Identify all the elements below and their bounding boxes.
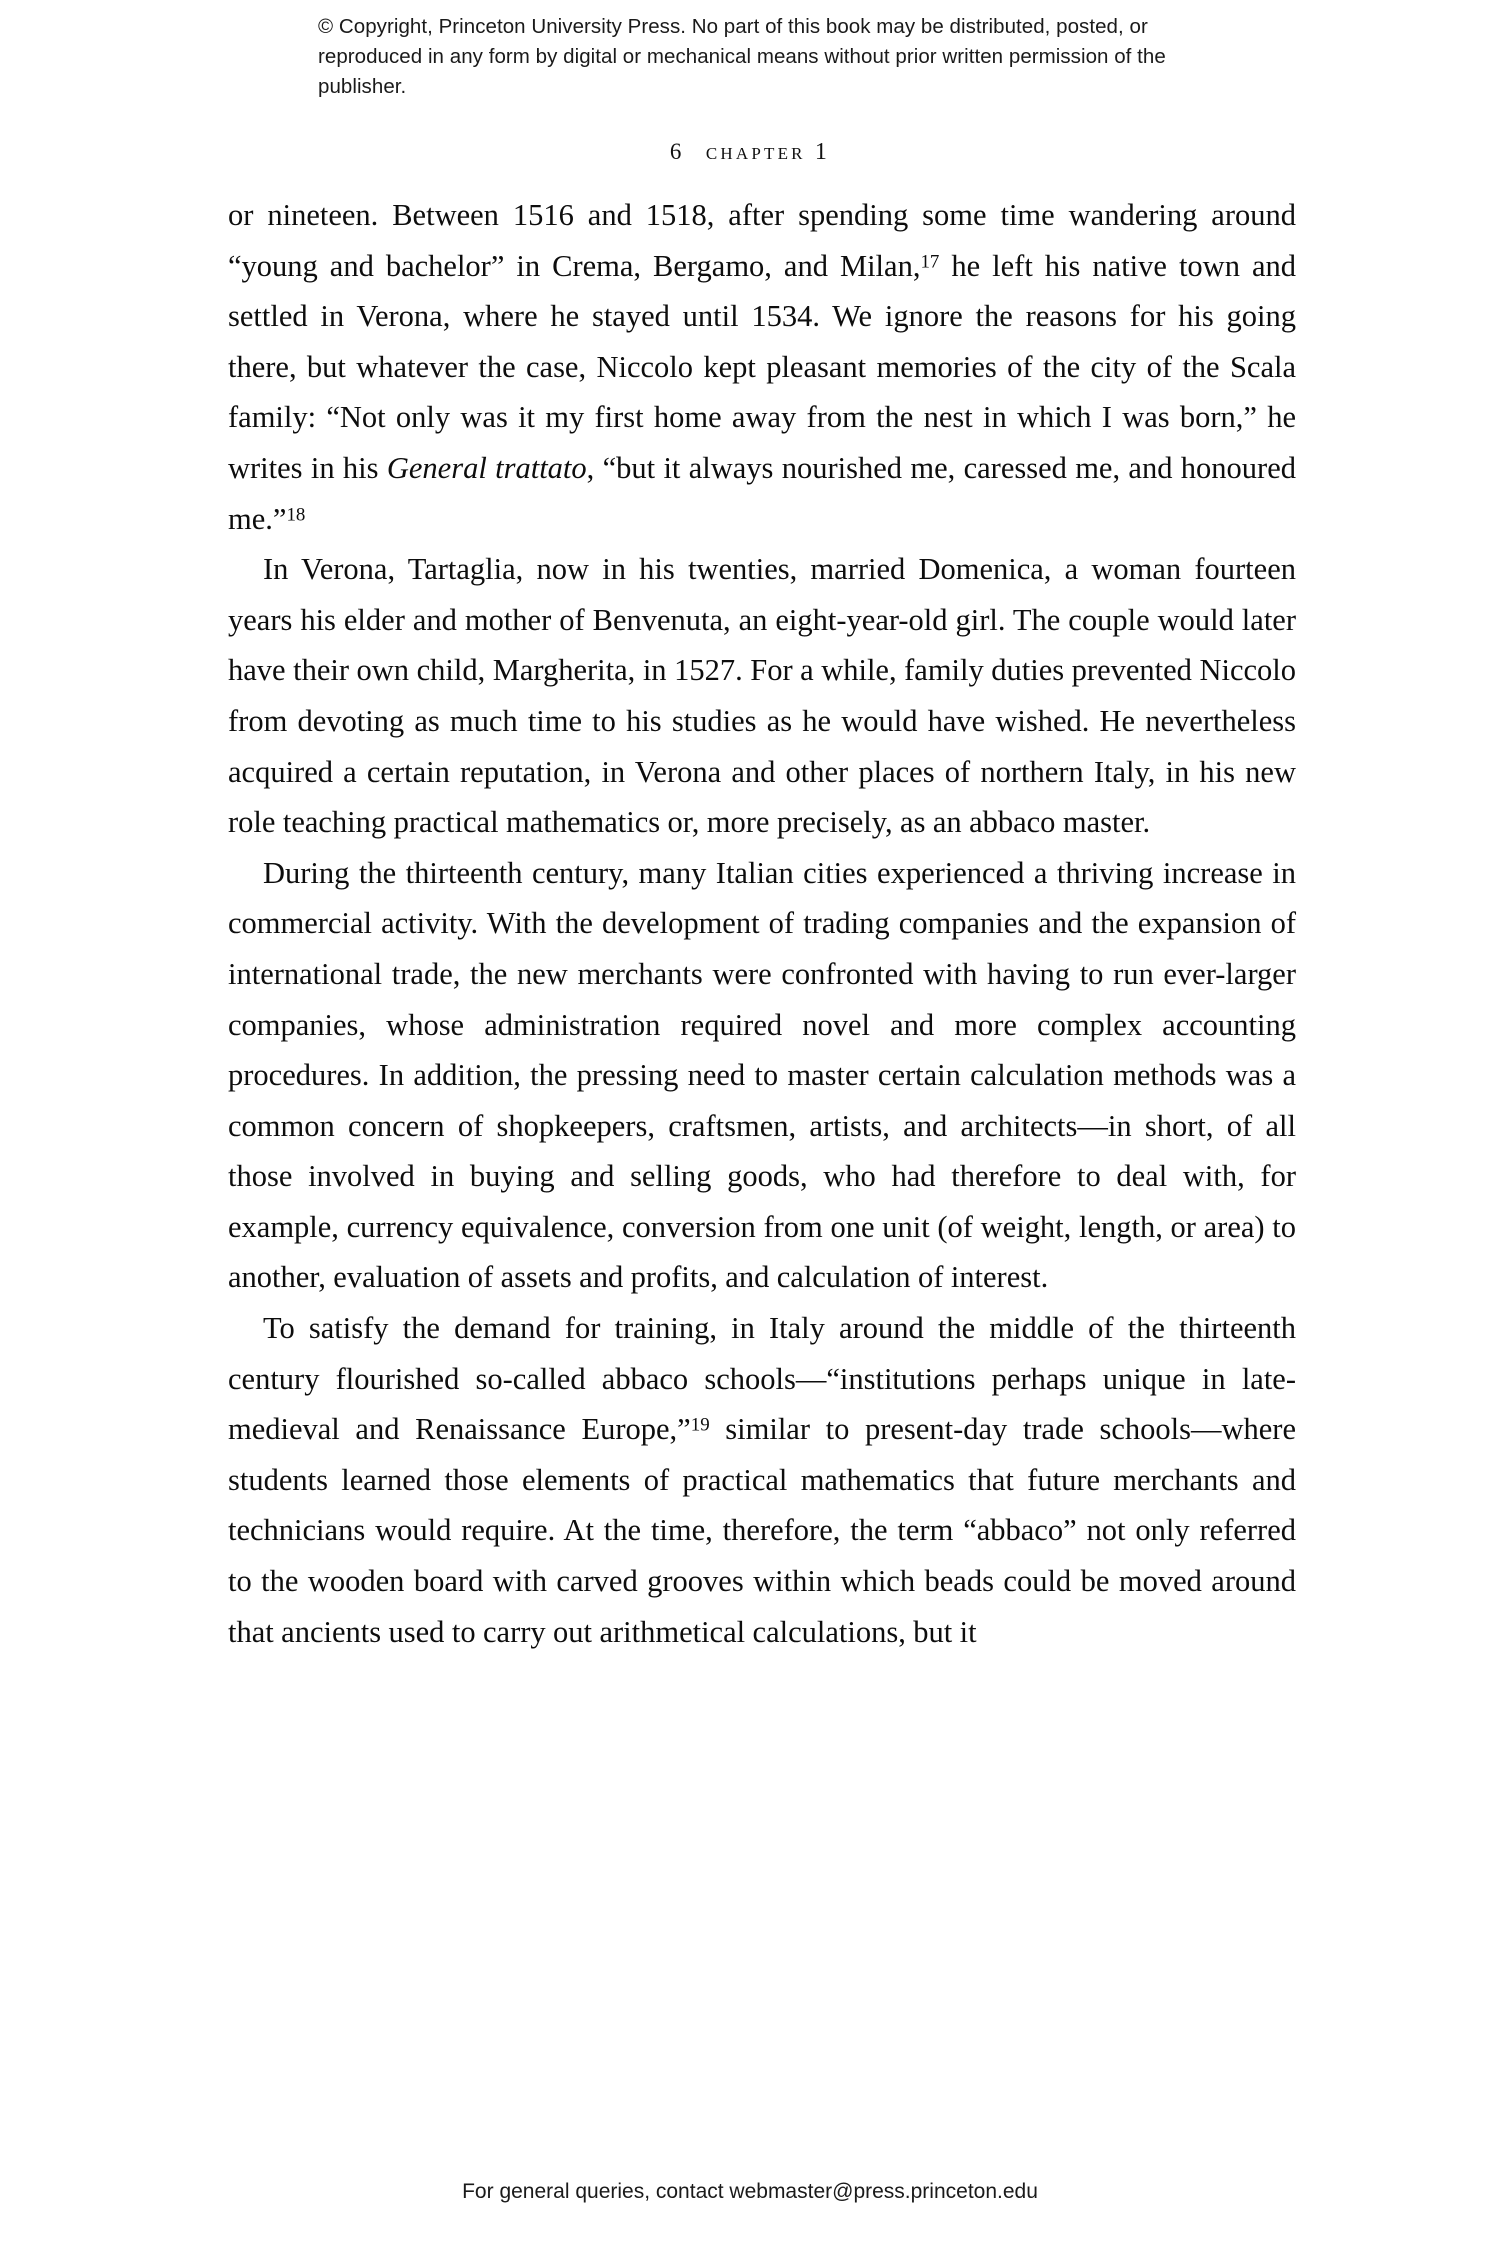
footnote-marker: 17: [920, 251, 940, 273]
footnote-marker: 18: [286, 504, 306, 526]
italic-title: General trattato: [386, 450, 587, 485]
body-text-block: [228, 190, 1296, 1657]
paragraph-continuation: or nineteen. Between 1516 and 1518, after spending some time wandering around “young and bachelor” in Crema, Bergamo, and Milan,$^{17}$ he left his native town and settled in Verona, where he stayed until 1534. We ignore the reasons for his going there, but whatever the case, Niccolo kept pleasant memories of the city of the Scala family: “Not only was it my first home away from the nest in which I was born,” he writes in his General trattato, “but it always nourished me, caressed me, and honoured me.”$^{18}$: [228, 198, 1296, 536]
page-folio-number: 6: [669, 139, 682, 164]
footer-notice: For general queries, contact webmaster@press.princeton.edu: [462, 2180, 1038, 2203]
running-head-chapter-label: chapter 1: [705, 139, 831, 165]
paragraph-abbaco-schools: To satisfy the demand for training, in Italy around the middle of the thirteenth century flourished so-called abbaco schools—“institutions perhaps unique in late-medieval and Renaissance Europe,”$^{19}$ similar to present-day trade schools—where students learned those elements of practical mathematics that future merchants and technicians would require. At the time, therefore, the term “abbaco” not only referred to the wooden board with carved grooves within which beads could be moved around that ancients used to carry out arithmetical calculations, but it: [228, 1311, 1297, 1649]
paragraph-verona-marriage: In Verona, Tartaglia, now in his twenties, married Domenica, a woman fourteen years his elder and mother of Benvenuta, an eight-year-old girl. The couple would later have their own child, Margherita, in 1527. For a while, family duties prevented Niccolo from devoting as much time to his studies as he would have wished. He nevertheless acquired a certain reputation, in Verona and other places of northern Italy, in his new role teaching practical mathematics or, more precisely, as an abbaco master.: [228, 552, 1296, 840]
paragraph-thirteenth-century: During the thirteenth century, many Italian cities experienced a thriving increase in commercial activity. With the development of trading companies and the expansion of international trade, the new merchants were confronted with having to run ever-larger companies, whose administration required novel and more complex accounting procedures. In addition, the pressing need to master certain calculation methods was a common concern of shopkeepers, craftsmen, artists, and architects—in short, of all those involved in buying and selling goods, who had therefore to deal with, for example, currency equivalence, conversion from one unit (of weight, length, or area) to another, evaluation of assets and profits, and calculation of interest.: [228, 855, 1296, 1295]
footnote-marker: 19: [690, 1414, 710, 1436]
copyright-notice: © Copyright, Princeton University Press. No part of this book may be distributed, posted, or reproduced in any form by digital or mechanical means without prior written permission of the publisher.: [318, 15, 1166, 98]
running-head: [0, 139, 1500, 166]
